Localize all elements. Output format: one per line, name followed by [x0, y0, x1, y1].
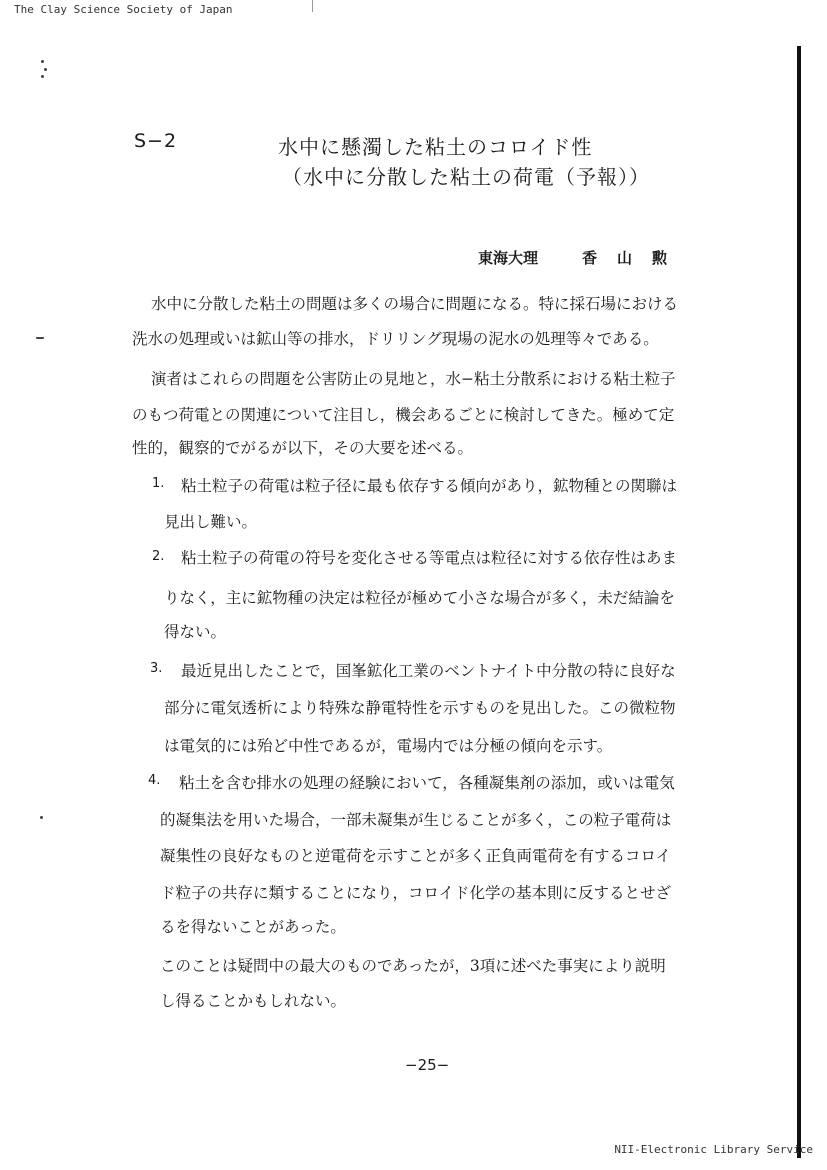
scan-speck — [40, 816, 43, 819]
list-item-line: は電気的には殆ど中性であるが，電場内では分極の傾向を示す。 — [164, 737, 613, 755]
list-item-number: 2. — [152, 549, 165, 564]
list-item-line: るを得ないことがあった。 — [160, 918, 346, 936]
list-item-line: 的凝集法を用いた場合，一部未凝集が生じることが多く，この粒子電荷は — [160, 811, 672, 829]
scan-speck — [41, 75, 44, 78]
list-item-line: 粘土を含む排水の処理の経験において，各種凝集剤の添加，或いは電気 — [179, 774, 675, 792]
list-item-number: 1. — [152, 476, 165, 491]
society-header: The Clay Science Society of Japan — [14, 3, 233, 16]
paper-title: 水中に懸濁した粘土のコロイド性 — [278, 135, 593, 159]
list-item-line: このことは疑問中の最大のものであったが，3項に述べた事実により説明 — [160, 957, 666, 975]
list-item-line: 見出し難い。 — [164, 513, 258, 531]
intro-line: 洗水の処理或いは鉱山等の排水，ドリリング現場の泥水の処理等々である。 — [132, 330, 659, 348]
header-divider — [312, 0, 313, 12]
right-margin-rule — [797, 46, 801, 1158]
paper-subtitle: （水中に分散した粘土の荷電（予報）） — [282, 165, 650, 189]
list-item-line: 部分に電気透析により特殊な静電特性を示すものを見出した。この微粒物 — [164, 699, 676, 717]
list-item-number: 3. — [150, 661, 163, 676]
list-item-number: 4. — [148, 773, 161, 788]
list-item-line: りなく，主に鉱物種の決定は粒径が極めて小さな場合が多く，未だ結論を — [164, 589, 675, 607]
author-affiliation: 東海大理 — [478, 249, 539, 267]
intro-line: 水中に分散した粘土の問題は多くの場合に問題になる。特に採石場における — [151, 295, 679, 313]
list-item-line: ド粒子の共存に類することになり，コロイド化学の基本則に反するとせざ — [160, 884, 672, 902]
list-item-line: 粘土粒子の荷電は粒子径に最も依存する傾向があり，鉱物種との関聯は — [181, 477, 678, 495]
list-item-line: し得ることかもしれない。 — [160, 992, 347, 1010]
scan-speck — [44, 68, 47, 71]
intro-line: 演者はこれらの問題を公害防止の見地と，水−粘土分散系における粘土粒子 — [151, 370, 676, 388]
page-number: −25− — [405, 1056, 450, 1074]
list-item-line: 凝集性の良好なものと逆電荷を示すことが多く正負両電荷を有するコロイ — [160, 847, 672, 865]
scan-speck — [41, 60, 44, 63]
scan-speck — [36, 337, 44, 339]
list-item-line: 粘土粒子の荷電の符号を変化させる等電点は粒径に対する依存性はあま — [181, 549, 678, 567]
author-name: 香山勲 — [582, 249, 688, 267]
list-item-line: 最近見出したことで，国峯鉱化工業のベントナイト中分散の特に良好な — [181, 662, 676, 680]
paper-code: S−2 — [134, 130, 178, 152]
intro-line: 性的，観察的でがるが以下，その大要を述べる。 — [132, 439, 474, 457]
library-service-footer: NII-Electronic Library Service — [614, 1143, 813, 1156]
list-item-line: 得ない。 — [164, 623, 227, 641]
intro-line: のもつ荷電との関連について注目し，機会あるごとに検討してきた。極めて定 — [132, 406, 675, 424]
